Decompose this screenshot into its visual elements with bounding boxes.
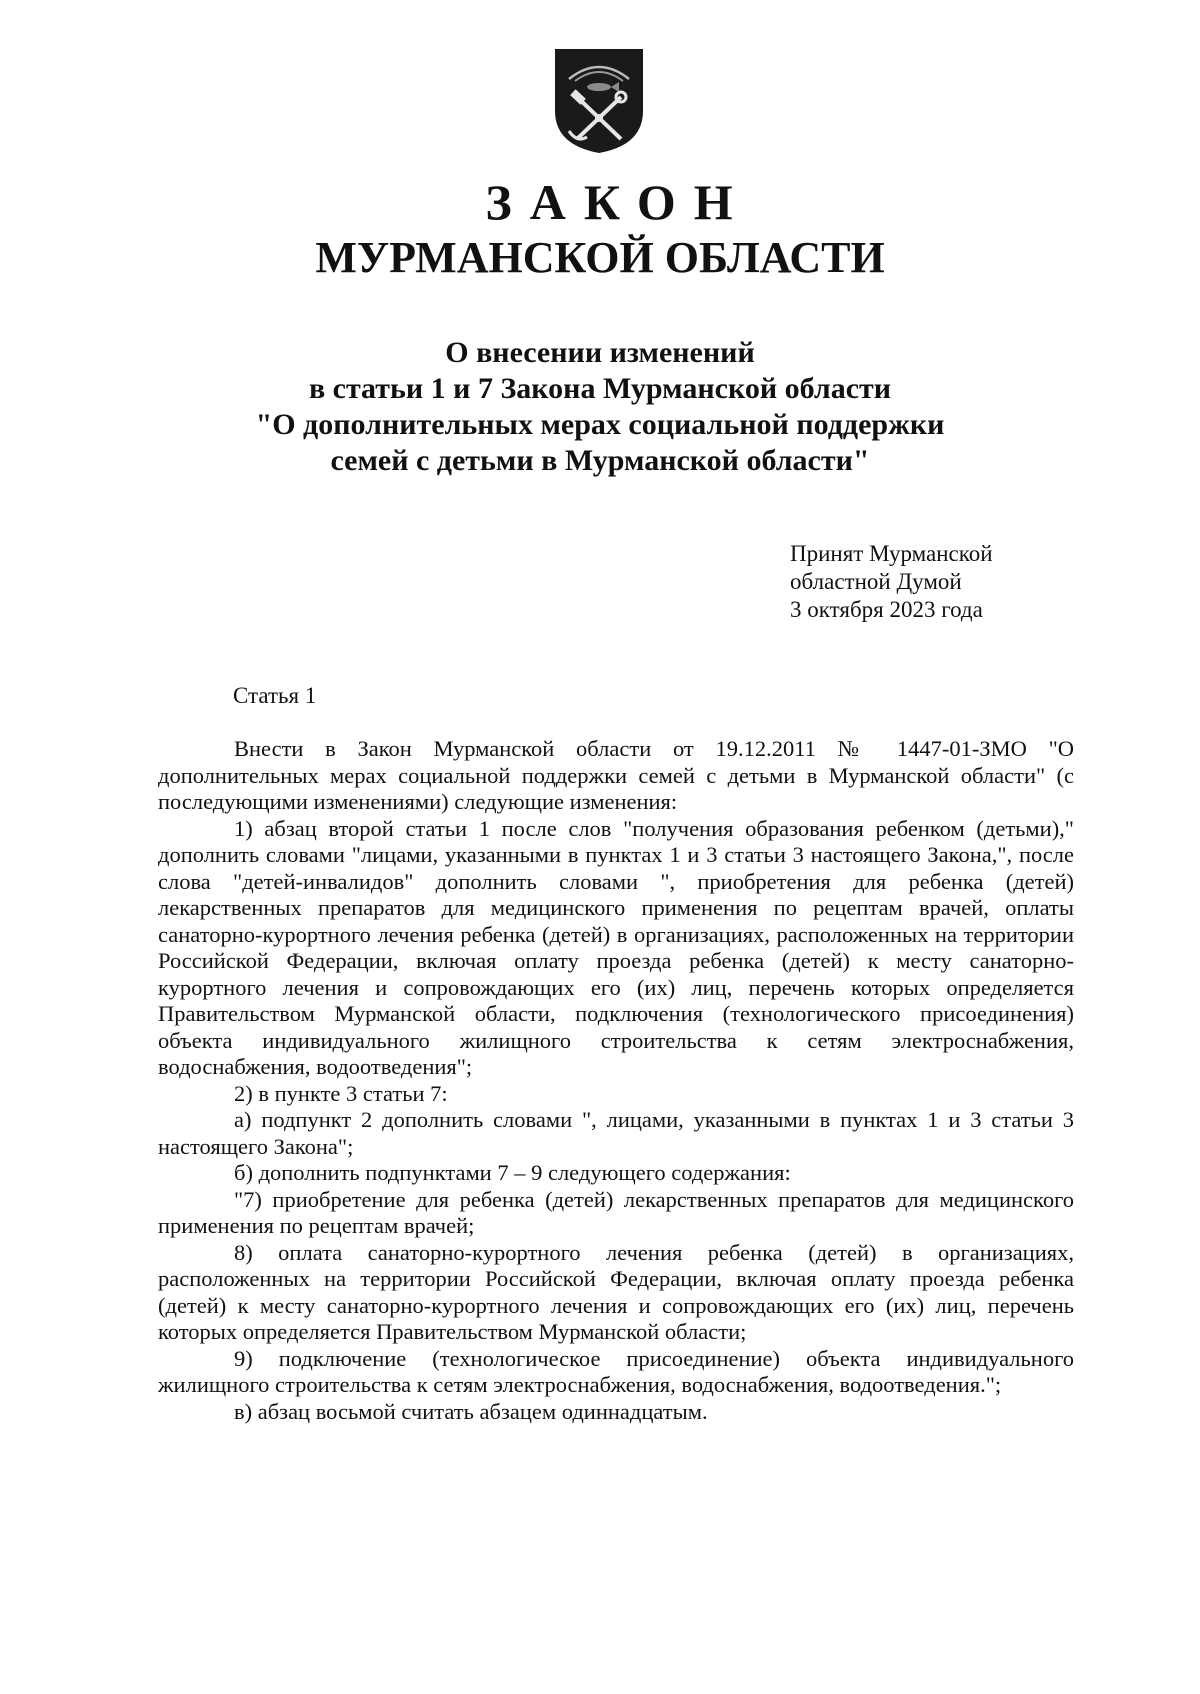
subject-line: "О дополнительных мерах социальной поддержки [255,408,945,441]
subject-line: в статьи 1 и 7 Закона Мурманской области [308,372,892,405]
paragraph: 9) подключение (технологическое присоединение) объекта индивидуального жилищного строительства к сетям электроснабжения, водоснабжения, водоотведения."; [158,1345,1074,1397]
adoption-note [790,540,993,624]
article-heading: Статья 1 [233,683,317,708]
paragraph: Внести в Закон Мурманской области от 19.12.2011 № 1447-01-ЗМО "О дополнительных мерах социальной поддержки семей с детьми в Мурманской области" (с последующими изменениями) следующие изменения: [158,736,1074,814]
paragraph: а) подпункт 2 дополнить словами ", лицами, указанными в пунктах 1 и 3 статьи 3 настоящего Закона"; [158,1107,1074,1159]
paragraph: 1) абзац второй статьи 1 после слов "получения образования ребенком (детьми)," дополнить словами "лицами, указанными в пунктах 1 и 3 статьи 3 настоящего Закона,", после слова "детей-инвалидов" дополнить словами ", приобретения для ребенка (детей) лекарственных препаратов для медицинского применения по рецептам врачей, оплаты санаторно-курортного лечения ребенка (детей) в организациях, расположенных на территории Российской Федерации, включая оплату проезда ребенка (детей) к месту санаторно-курортного лечения и сопровождающих его (их) лиц, перечень которых определяется Правительством Мурманской области, подключения (технологического присоединения) объекта индивидуального жилищного строительства к сетям электроснабжения, водоснабжения, водоотведения"; [158,815,1074,1079]
subject-line: О внесении изменений [445,336,755,369]
law-subject-heading [0,335,1200,479]
paragraph: в) абзац восьмой считать абзацем одиннадцатым. [234,1398,708,1424]
region-title: МУРМАНСКОЙ ОБЛАСТИ [315,233,885,282]
subject-line: семей с детьми в Мурманской области" [330,444,870,477]
adoption-line: областной Думой [790,569,962,594]
adoption-line: Принят Мурманской [790,541,993,566]
paragraph: б) дополнить подпунктами 7 – 9 следующего содержания: [234,1160,791,1185]
adoption-date: 3 октября 2023 года [790,597,983,622]
coat-of-arms-icon [551,45,647,155]
article-body [158,736,1074,1425]
paragraph: 2) в пункте 3 статьи 7: [234,1080,448,1106]
paragraph: "7) приобретение для ребенка (детей) лекарственных препаратов для медицинского применения по рецептам врачей; [158,1186,1074,1238]
document-type-title: ЗАКОН [485,174,751,230]
paragraph: 8) оплата санаторно-курортного лечения ребенка (детей) в организациях, расположенных на территории Российской Федерации, включая оплату проезда ребенка (детей) к месту санаторно-курортного лечения и сопровождающих его (их) лиц, перечень которых определяется Правительством Мурманской области; [158,1239,1074,1344]
